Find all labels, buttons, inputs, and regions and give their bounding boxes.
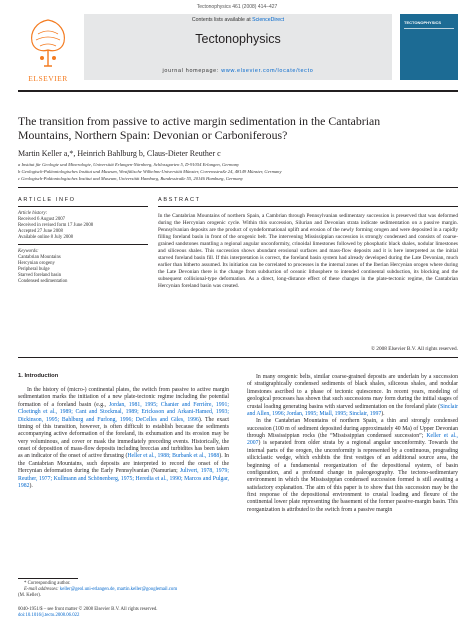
- article-info-label: ARTICLE INFO: [18, 197, 76, 203]
- body-text: ).: [29, 482, 33, 489]
- history-received: Received 6 August 2007: [18, 217, 66, 223]
- author-list: Martin Keller a,*, Heinrich Bahlburg b, Claus-Dieter Reuther c: [18, 149, 221, 158]
- keywords-label: Keywords:: [18, 249, 39, 254]
- keyword-item: Hercynian orogeny: [18, 261, 55, 267]
- intro-right-column: [247, 374, 458, 514]
- elsevier-tree-icon: [18, 12, 78, 72]
- journal-cover-thumbnail: [400, 14, 458, 80]
- affiliation-c: c Geologisch-Paläontologisches Institut und Museum, Universität Hamburg, Bundesstraße 55, 20146 Hamburg, Germany: [18, 176, 243, 181]
- cover-title: TECTONOPHYSICS: [404, 20, 442, 25]
- doi-line: [18, 613, 229, 619]
- affiliation-b: b Geologisch-Paläontologisches Institut und Museum, Westfälische Wilhelms-Universität Münster, Corrensstraße 24, 48149 Münster, Germany: [18, 169, 282, 174]
- affiliation-a: a Institut für Geologie und Mineralogie, Universität Erlangen-Nürnberg, Schlossgarten 5, D-91054 Erlangen, Germany: [18, 162, 240, 167]
- history-online: Available online 8 July 2008: [18, 235, 74, 241]
- body-text: In many orogenic belts, similar coarse-grained deposits are underlain by a succession of stratigraphically condensed sediments of black shales, siliceous shales, and nodular limestones ascribed to a phase of tectonic quiescence. In recent years, modeling of geological processes has shown that such successions may form during the initial stages of crustal loading generating basins with starved sedimentation on the foreland plate (: [247, 374, 458, 410]
- history-revised: Received in revised form 17 June 2008: [18, 223, 94, 229]
- header-divider: [18, 90, 458, 92]
- citation-link[interactable]: Heller et al., 1988; Burbank et al., 1988: [127, 453, 220, 460]
- abstract-label: ABSTRACT: [158, 197, 201, 203]
- keywords-divider: [18, 244, 148, 245]
- doi-link[interactable]: doi:10.1016/j.tecto.2008.06.022: [18, 612, 80, 618]
- elsevier-logo: [18, 12, 78, 82]
- cover-divider: [404, 28, 454, 29]
- keyword-item: Cantabrian Mountains: [18, 255, 61, 261]
- body-text: ).: [381, 410, 385, 417]
- homepage-prefix: journal homepage:: [162, 68, 222, 74]
- sciencedirect-link[interactable]: ScienceDirect: [252, 17, 285, 23]
- abstract-end-divider: [18, 357, 458, 358]
- title-line-1: The transition from passive to active margin sedimentation in the Cantabrian: [18, 114, 381, 128]
- body-text: ) is separated from older strata by a regional angular unconformity. Towards the internal parts of the orogen, the unconformity is represented by a continuous, prograding siliciclastic wedge, which exhibits the first vestiges of an additional source area, the beginning of a fundamental reorganization of the depositional system, of basin configuration, and a profound change in paleogeography. The tectono-sedimentary environment in which the Mississippian condensed succession formed is still awaiting a satisfactory explanation. The aim of this paper is to show that this succession may be the first response of the depositional environment to crustal loading and flexure of the continental lower plate representing the basement of the former passive-margin basin. This reorganization is attributed to the switch from a passive margin: [247, 440, 458, 513]
- intro-paragraph-2: [247, 374, 458, 418]
- intro-paragraph-1: [18, 387, 229, 490]
- author-name-note: (M. Keller).: [18, 593, 42, 599]
- journal-title: Tectonophysics: [195, 32, 281, 46]
- body-text: ). In the Cantabrian Mountains, such deposits are interpreted to record the onset of the Hercynian deformation during the Early Pennsylvanian (Namurian;: [18, 453, 229, 475]
- history-label: Article history:: [18, 211, 48, 216]
- article-history: [18, 211, 148, 241]
- homepage-link[interactable]: www.elsevier.com/locate/tecto: [221, 68, 314, 74]
- footnote-divider: [18, 578, 78, 579]
- author-email-link[interactable]: keller@geol.uni-erlangen.de, martin.keller@googlemail.com: [59, 587, 178, 593]
- body-text: In the history of (micro-) continental plates, the switch from passive to active margin sedimentation marks the initiation of a new plate-tectonic regime including the potential formation of a foreland basin (e.g.,: [18, 387, 229, 408]
- body-text: ). The exact timing of this transition, however, is often difficult to establish because the sediments accompanying active deformation of the foreland, its exhumation and its erosion may be very voluminous, and cover or mask the immediately preceding events. Historically, the onset of deposition of mass-flow deposits including breccias and turbidites has been taken as an indicator of the onset of active thrusting (: [18, 416, 229, 460]
- contents-prefix: Contents lists available at: [191, 17, 253, 23]
- contents-line: [84, 17, 392, 23]
- journal-reference: Tectonophysics 461 (2008) 414–427: [196, 4, 278, 10]
- corresponding-author-note: * Corresponding author.: [24, 581, 71, 586]
- body-text: In the Cantabrian Mountains of northern Spain, a thin and strongly condensed succession (100 m of sediment deposited during approximately 40 Ma) of Upper Devonian through Mississippian rocks (the “Mississippian condensed succession”;: [247, 418, 458, 439]
- affiliation-divider: [18, 187, 458, 188]
- abstract-text: In the Cantabrian Mountains of northern Spain, a Cambrian through Pennsylvanian sedimentary succession is preserved that was deformed during the Hercynian orogenic cycle. Within this succession, Silurian and Devonian strata indicate sedimentation on a passive margin. Pennsylvanian deposits are the product of syndeformational uplift and erosion of the newly forming orogen and were deposited in a rapidly filling foreland basin in front of the orogenic belt. The intervening Mississippian succession is strongly condensed and consists of coarse-grained sandstones mantling a regional angular unconformity, crinoidal limestones followed by phosphatic black shales, nodular limestones and siliceous shales. This succession shows abundant erosional surfaces and mass-flow deposits and it is here interpreted as the initial starved foreland basin fill. If this interpretation is correct, the foreland basin system had already developed during the Late Devonian, much earlier than hitherto assumed. Its initiation can be correlated to processes in the internal zones of the Iberian Hercynian orogen where during the Late Devonian there is the change from subduction of oceanic lithosphere to intended continental subduction, its blocking and the subsequent collisional-type deformation. As a direct, long-distance effect of these changes in the plate-tectonic regime, the Cantabrian Hercynian foreland basin was created.: [158, 213, 458, 290]
- section-heading-introduction: 1. Introduction: [18, 373, 59, 379]
- info-divider: [18, 206, 148, 207]
- keyword-item: Condensed sedimentation: [18, 279, 68, 285]
- intro-paragraph-3: [247, 418, 458, 514]
- citation-link[interactable]: Jordan, 1981, 1995; Chanier and Ferrière, 1991; Cloetingh et al., 1989; Cant and Stockmal, 1989; Ericksson and Arkani-Hamed, 1993; Dickinson, 1995; Bahlburg and Furlong, 1996; DeCelles and Giles, 1996: [18, 401, 229, 423]
- issn-line: 0040-1951/$ – see front matter © 2008 Elsevier B.V. All rights reserved.: [18, 606, 158, 612]
- history-accepted: Accepted 27 June 2008: [18, 229, 63, 235]
- title-line-2: Mountains, Northern Spain: Devonian or Carboniferous?: [18, 128, 288, 142]
- journal-header: [18, 12, 458, 88]
- article-title: [18, 114, 458, 142]
- journal-homepage: [84, 68, 392, 74]
- journal-banner: [84, 14, 392, 80]
- email-label: E-mail addresses:: [24, 587, 60, 593]
- footnote-block: [18, 581, 229, 619]
- abstract-divider: [158, 206, 458, 207]
- citation-link[interactable]: Keller et al., 2007: [247, 433, 458, 447]
- keywords: [18, 249, 148, 286]
- copyright-notice: © 2008 Elsevier B.V. All rights reserved.: [370, 346, 458, 352]
- publisher-name: ELSEVIER: [28, 74, 68, 83]
- citation-link[interactable]: Julivert, 1978, 1979; Reuther, 1977; Kullmann and Schönenberg, 1975; Heredia et al., 1990; Marcos and Pulgar, 1982: [18, 468, 229, 489]
- keyword-item: Starved foreland basin: [18, 273, 62, 279]
- intro-left-column: [18, 387, 229, 490]
- keyword-item: Peripheral bulge: [18, 267, 50, 273]
- citation-link[interactable]: Sinclair and Allen, 1996; Jordan, 1995; Miall, 1995; Sinclair, 1997: [247, 403, 458, 417]
